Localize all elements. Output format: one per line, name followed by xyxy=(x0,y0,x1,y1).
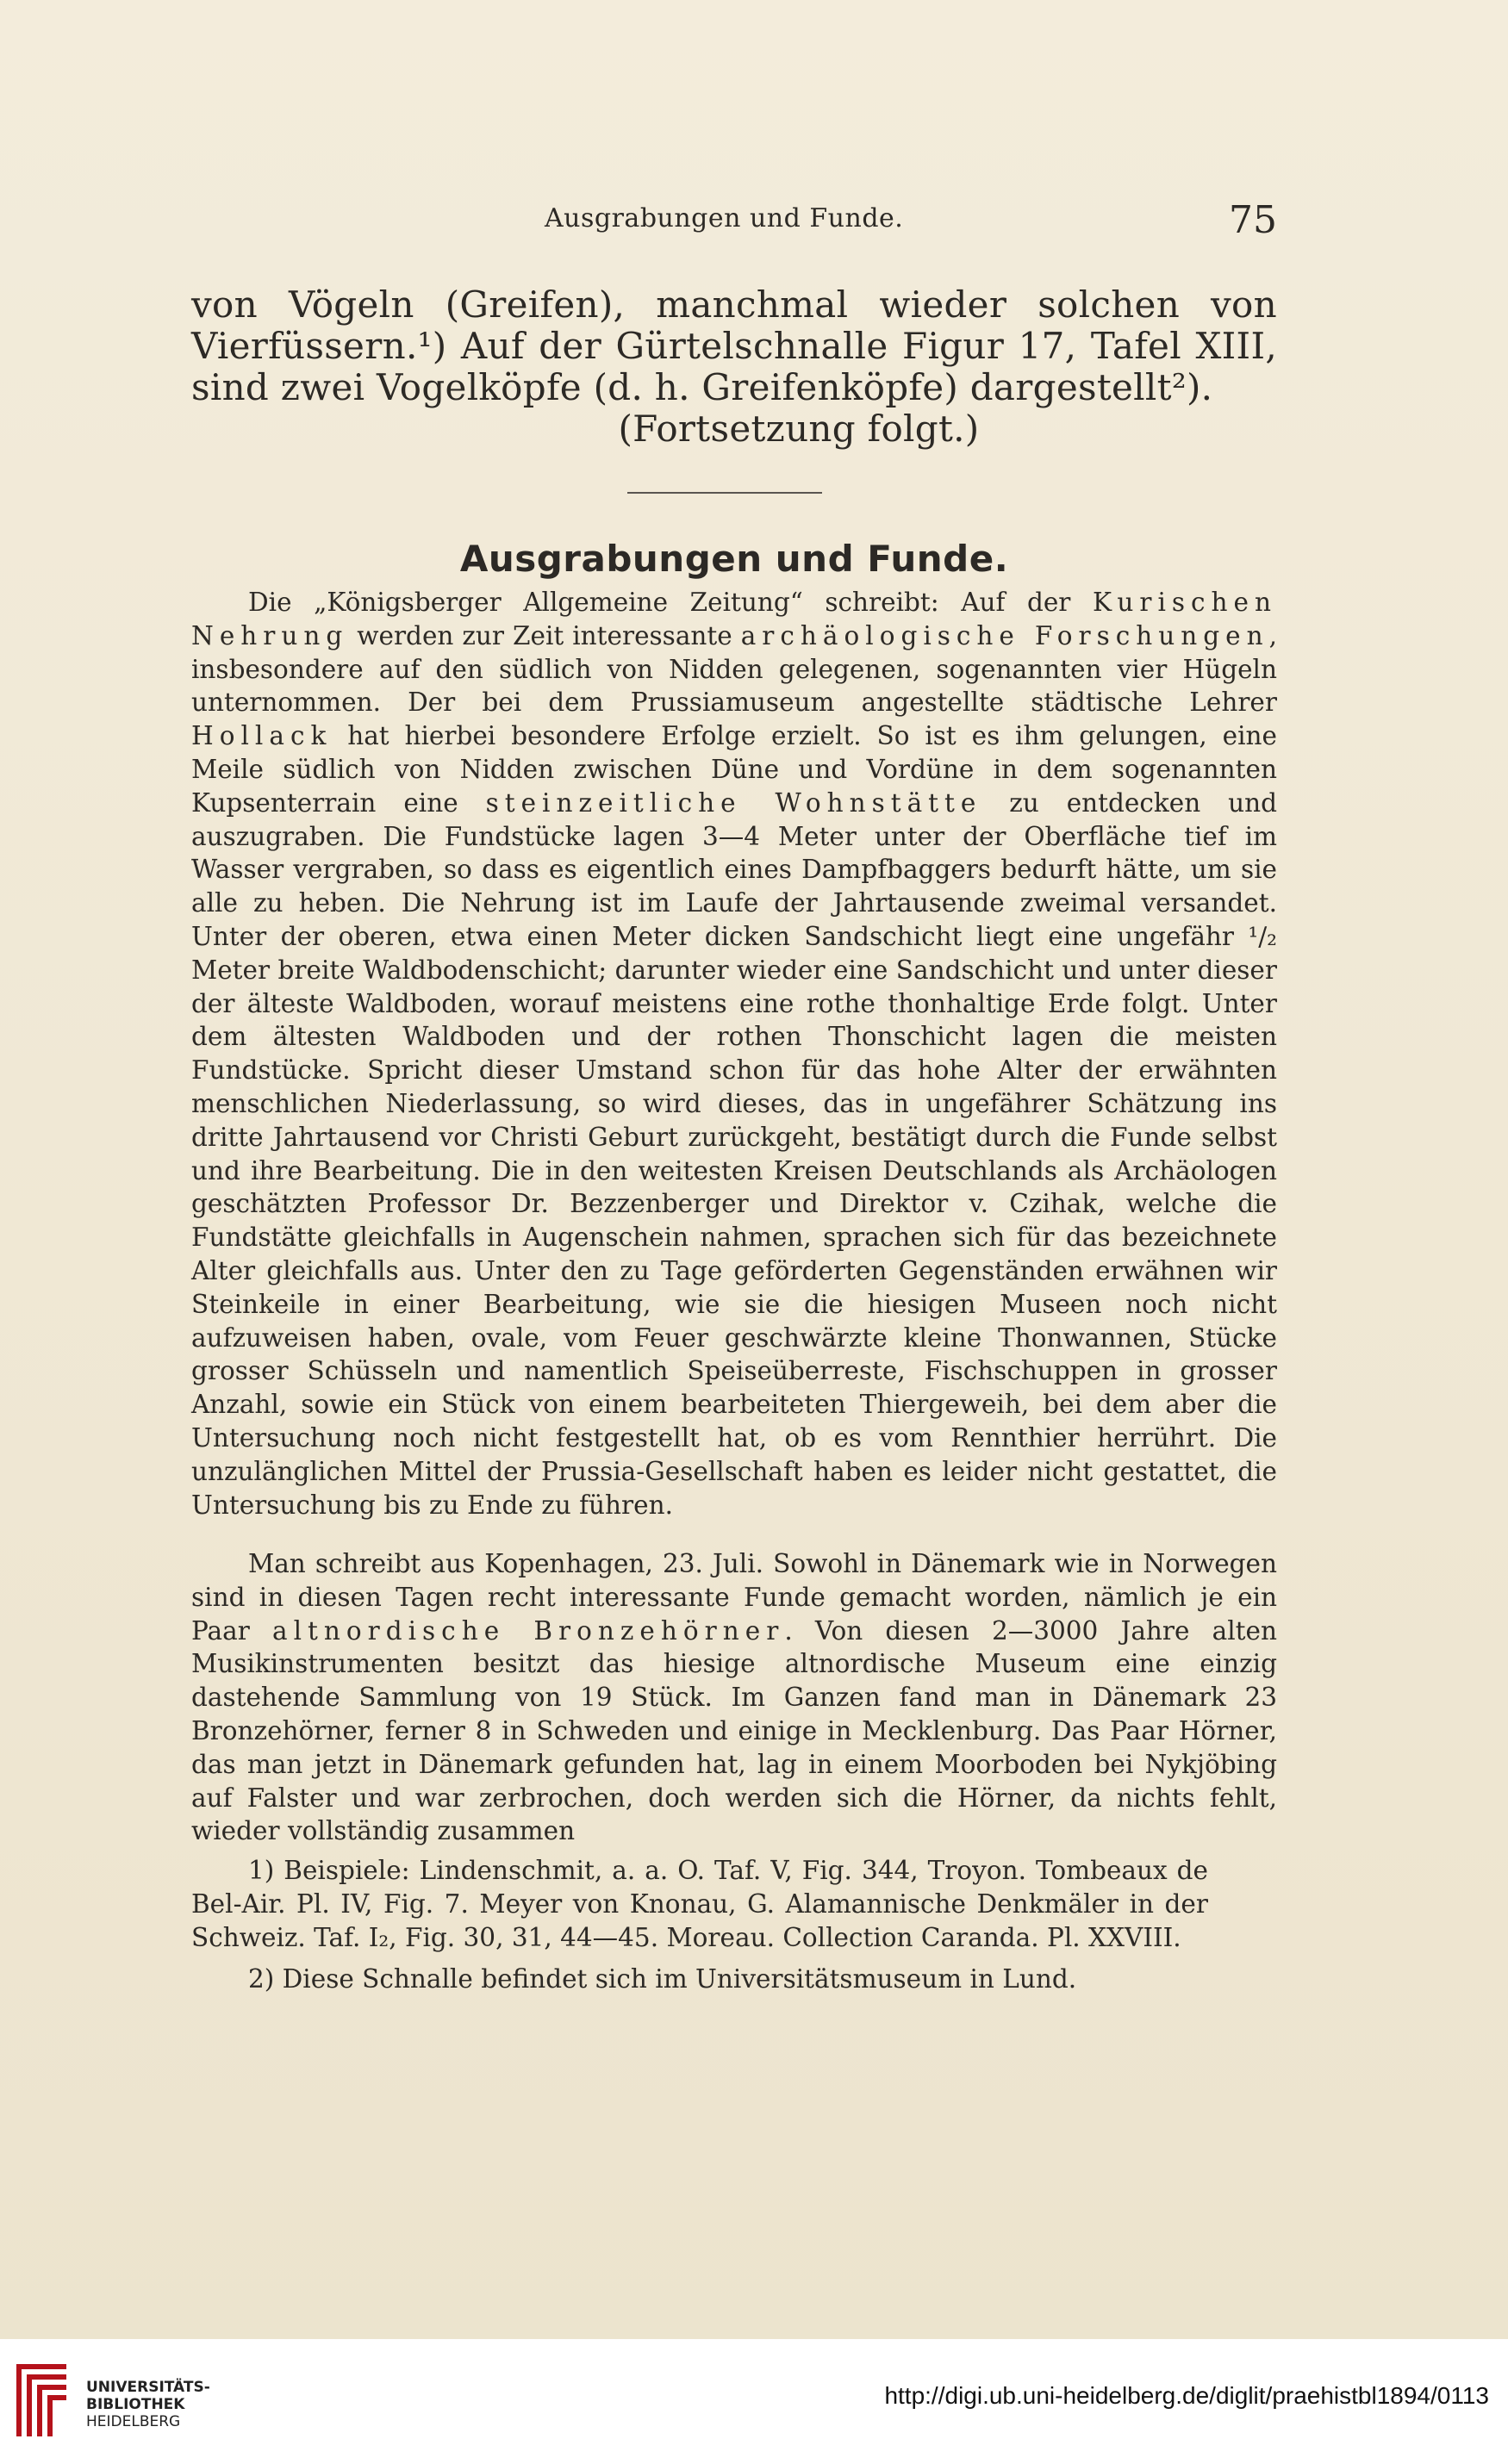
library-line-2: BIBLIOTHEK xyxy=(86,2396,185,2413)
text-run: werden zur Zeit interessante xyxy=(348,620,741,650)
page-header xyxy=(191,198,1277,255)
library-line-1: UNIVERSITÄTS- xyxy=(86,2379,210,2396)
continued-text xyxy=(191,284,1277,450)
section-heading: Ausgrabungen und Funde. xyxy=(459,538,1009,580)
article-kopenhagen xyxy=(191,1547,1277,1848)
section-divider xyxy=(627,492,822,494)
footnote-2: 2) Diese Schnalle befindet sich im Universitätsmuseum in Lund. xyxy=(248,1964,1077,1994)
to-be-continued-note: (Fortsetzung folgt.) xyxy=(618,408,980,450)
ub-heidelberg-logo-icon xyxy=(14,2361,69,2439)
permalink-url[interactable]: http://digi.ub.uni-heidelberg.de/diglit/praehistbl1894/0113 xyxy=(884,2382,1489,2409)
continued-paragraph: von Vögeln (Greifen), manchmal wieder solchen von Vierfüssern.¹) Auf der Gürtelschnalle Figur 17, Tafel XIII, sind zwei Vogelköpfe (d. h. Greifenköpfe) dargestellt²). xyxy=(191,283,1277,408)
running-head: Ausgrabungen und Funde. xyxy=(545,203,904,233)
paragraph-bronzehoerner xyxy=(191,1547,1277,1848)
text-run: Man schreibt aus Kopenhagen, 23. Juli. Sowohl in Dänemark wie in Norwegen sind in diesen Tagen recht interessante Funde gemacht worden, nämlich je ein Paar xyxy=(191,1549,1277,1646)
spaced-emphasis: Kurischen Nehrung xyxy=(191,588,1277,650)
article-koenigsberg xyxy=(191,586,1277,1521)
library-line-3: HEIDELBERG xyxy=(86,2413,181,2430)
footnote-1: 1) Beispiele: Lindenschmit, a. a. O. Taf. V, Fig. 344, Troyon. Tombeaux de Bel-Air. Pl. IV, Fig. 7. Meyer von Knonau, G. Alamannische Denkmäler in der Schweiz. Taf. I₂, Fig. 30, 31, 44—45. Moreau. Collection Caranda. Pl. XXVIII. xyxy=(191,1856,1208,1952)
page-number: 75 xyxy=(1229,198,1277,242)
paragraph-kurische-nehrung xyxy=(191,586,1277,1521)
footnotes xyxy=(191,1854,1208,2005)
spaced-emphasis: Hollack xyxy=(191,721,333,751)
spaced-emphasis: steinzeitliche Wohnstätte xyxy=(485,787,982,818)
text-run: . Von diesen 2—3000 Jahre alten Musikinstrumenten besitzt das hiesige altnordische Museum eine einzig dastehende Sammlung von 19 Stück. Im Ganzen fand man in Dänemark 23 Bronzehörner, ferner 8 in Schweden und einige in Mecklenburg. Das Paar Hörner, das man jetzt in Dänemark gefunden hat, lag in einem Moorboden bei Nykjöbing auf Falster und war zerbrochen, doch werden sich die Hörner, da nichts fehlt, wieder vollständig zusammen xyxy=(191,1615,1277,1846)
text-run: Die „Königsberger Allgemeine Zeitung“ schreibt: Auf der xyxy=(248,588,1093,617)
text-run: hat hierbei besondere Erfolge erzielt. So ist es ihm gelungen, eine Meile südlich von Nidden zwischen Düne und Vordüne in dem sogenannten Kupsenterrain eine xyxy=(191,721,1277,818)
spaced-emphasis: altnordische Bronzehörner xyxy=(271,1615,785,1646)
text-run: , insbesondere auf den südlich von Nidden gelegenen, sogenannten vier Hügeln unternommen. Der bei dem Prussiamuseum angestellte städtische Lehrer xyxy=(191,620,1277,718)
spaced-emphasis: archäologische Forschungen xyxy=(740,620,1269,650)
text-run: zu entdecken und auszugraben. Die Fundstücke lagen 3—4 Meter unter der Oberfläche tief im Wasser vergraben, so dass es eigentlich eines Dampfbaggers bedurft hätte, um sie alle zu heben. Die Nehrung ist im Laufe der Jahrtausende zweimal versandet. Unter der oberen, etwa einen Meter dicken Sandschicht liegt eine ungefähr ¹/₂ Meter breite Waldbodenschicht; darunter wieder eine Sandschicht und unter dieser der älteste Waldboden, worauf meistens eine rothe thonhaltige Erde folgt. Unter dem ältesten Waldboden und der rothen Thonschicht lagen die meisten Fundstücke. Spricht dieser Umstand schon für das hohe Alter der erwähnten menschlichen Niederlassung, so wird dieses, das in ungefährer Schätzung ins dritte Jahrtausend vor Christi Geburt zurückgeht, bestätigt durch die Funde selbst und ihre Bearbeitung. Die in den weitesten Kreisen Deutschlands als Archäologen geschätzten Professor Dr. Bezzenberger und Direktor v. Czihak, welche die Fundstätte gleichfalls in Augenschein nahmen, sprachen sich für das bezeichnete Alter gleichfalls aus. Unter den zu Tage geförderten Gegenständen erwähnen wir Steinkeile in einer Bearbeitung, wie sie die hiesigen Museen noch nicht aufzuweisen haben, ovale, vom Feuer geschwärzte kleine Thonwannen, Stücke grosser Schüsseln und namentlich Speiseüberreste, Fischschuppen in grosser Anzahl, sowie ein Stück von einem bearbeiteten Thiergeweih, bei dem aber die Untersuchung noch nicht festgestellt hat, ob es vom Rennthier herrührt. Die unzulänglichen Mittel der Prussia-Gesellschaft haben es leider nicht gestattet, die Untersuchung bis zu Ende zu führen. xyxy=(191,787,1277,1520)
library-name xyxy=(86,2379,210,2430)
library-footer xyxy=(0,2339,1508,2464)
